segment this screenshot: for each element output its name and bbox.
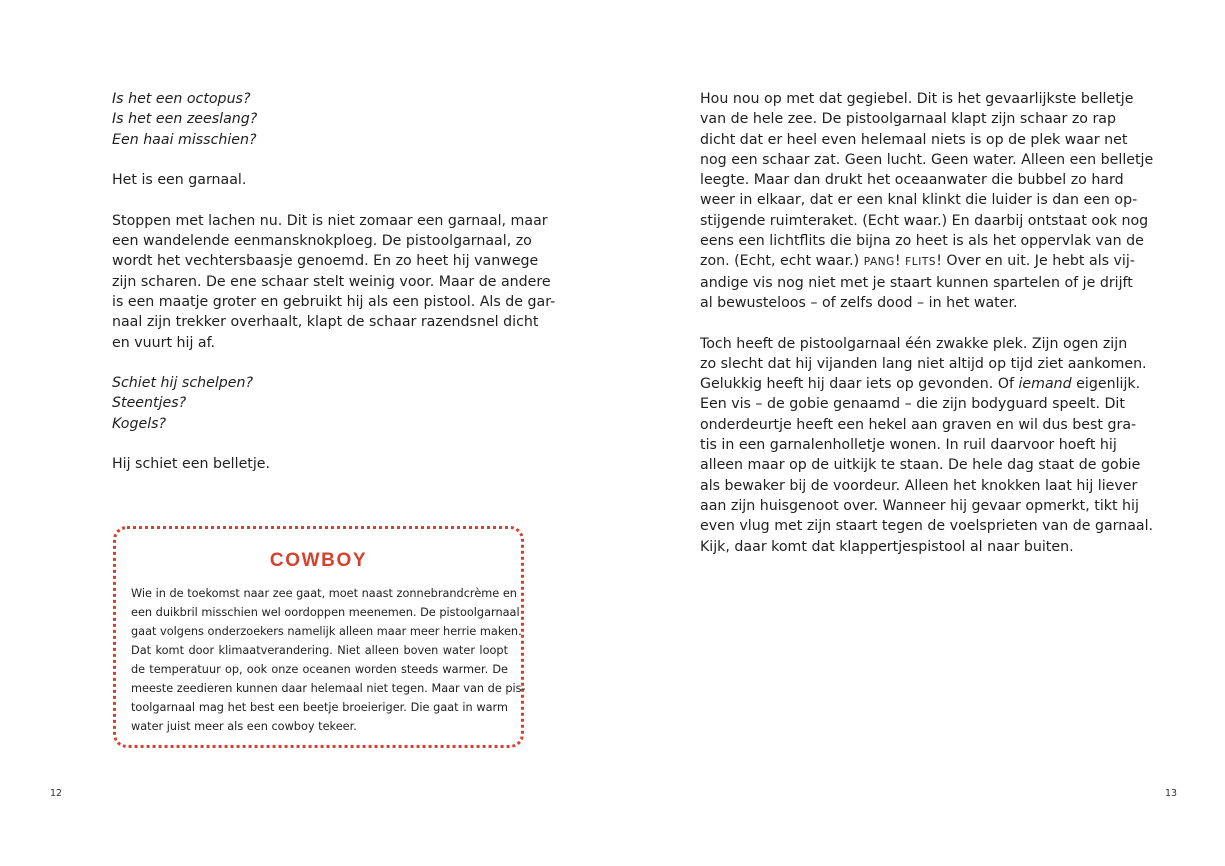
paragraph-line: Stoppen met lachen nu. Dit is niet zomaar een garnaal, maar xyxy=(112,212,548,229)
paragraph-line: een wandelende eenmansknokploeg. De pistoolgarnaal, zo xyxy=(112,233,532,250)
sidebar-line: Dat komt door klimaatverandering. Niet alleen boven water loopt xyxy=(131,644,508,657)
paragraph-line: als bewaker bij de voordeur. Alleen het knokken laat hij liever xyxy=(700,477,1138,494)
answer-line: Hij schiet een belletje. xyxy=(112,456,271,473)
sidebar-line: de temperatuur op, ook onze oceanen worden steeds warmer. De xyxy=(131,663,508,676)
paragraph-line: dicht dat er heel even helemaal niets is op de plek waar net xyxy=(700,131,1128,148)
small-caps-word: PANG xyxy=(863,256,895,269)
sidebar-line: meeste zeedieren kunnen daar helemaal niet tegen. Maar van de pis- xyxy=(131,682,526,695)
paragraph-line: en vuurt hij af. xyxy=(112,334,216,351)
paragraph-line: alleen maar op de uitkijk te staan. De hele dag staat de gobie xyxy=(700,457,1141,474)
page-number-left: 12 xyxy=(50,788,63,799)
small-caps-word: FLITS xyxy=(905,256,937,269)
paragraph-line: tis in een garnalenholletje wonen. In ruil daarvoor hoeft hij xyxy=(700,437,1117,454)
paragraph-line xyxy=(700,374,1141,394)
sidebar-line: toolgarnaal mag het best een beetje broeieriger. Die gaat in warm xyxy=(131,701,508,714)
paragraph-line: Toch heeft de pistoolgarnaal één zwakke plek. Zijn ogen zijn xyxy=(700,335,1128,352)
text-span: Gelukkig heeft hij daar iets op gevonden. Of xyxy=(700,376,1019,393)
paragraph-line: is een maatje groter en gebruikt hij als een pistool. Als de gar- xyxy=(112,293,556,310)
paragraph-line: stijgende ruimteraket. (Echt waar.) En daarbij ontstaat ook nog xyxy=(700,212,1149,229)
paragraph-line: Kijk, daar komt dat klappertjespistool al naar buiten. xyxy=(700,538,1074,555)
question-line: Is het een octopus? xyxy=(112,91,251,107)
paragraph-line: naal zijn trekker overhaalt, klapt de schaar razendsnel dicht xyxy=(112,314,539,331)
question-line: Een haai misschien? xyxy=(112,131,257,148)
right-page-text xyxy=(700,89,1154,557)
text-span: eigenlijk. xyxy=(1071,376,1141,393)
page-number-right: 13 xyxy=(1165,788,1178,799)
sidebar-line: gaat volgens onderzoekers namelijk alleen maar meer herrie maken. xyxy=(131,625,522,638)
text-span: zon. (Echt, echt waar.) xyxy=(700,253,864,270)
paragraph-line xyxy=(700,251,1135,272)
paragraph-line: aan zijn huisgenoot over. Wanneer hij gevaar opmerkt, tikt hij xyxy=(700,497,1139,514)
paragraph-line: even vlug met zijn staart tegen de voelsprieten van de garnaal. xyxy=(700,518,1154,535)
paragraph-line: andige vis nog niet met je staart kunnen spartelen of je drijft xyxy=(700,274,1133,291)
paragraph-line: weer in elkaar, dat er een knal klinkt die luider is dan een op- xyxy=(700,192,1138,209)
paragraph-line: Hou nou op met dat gegiebel. Dit is het gevaarlijkste belletje xyxy=(700,91,1134,107)
sidebar-text xyxy=(131,584,526,736)
question-line: Schiet hij schelpen? xyxy=(112,375,254,392)
question-line: Kogels? xyxy=(112,415,167,432)
paragraph-line: van de hele zee. De pistoolgarnaal klapt zijn schaar zo rap xyxy=(700,111,1116,128)
answer-line: Het is een garnaal. xyxy=(112,172,247,189)
sidebar-line: een duikbril misschien wel oordoppen meenemen. De pistoolgarnaal xyxy=(131,606,520,619)
emphasis-word: iemand xyxy=(1018,376,1072,393)
left-page-text xyxy=(112,89,556,475)
text-span: ! Over en uit. Je hebt als vij- xyxy=(936,253,1135,270)
paragraph-line: zijn scharen. De ene schaar stelt weinig voor. Maar de andere xyxy=(112,273,551,290)
sidebar-line: Wie in de toekomst naar zee gaat, moet naast zonnebrandcrème en xyxy=(131,587,517,600)
sidebar-line: water juist meer als een cowboy tekeer. xyxy=(131,720,357,733)
sidebar-title: COWBOY xyxy=(269,550,368,571)
paragraph-line: zo slecht dat hij vijanden lang niet altijd op tijd ziet aankomen. xyxy=(700,355,1147,372)
question-line: Steentjes? xyxy=(112,395,187,412)
question-line: Is het een zeeslang? xyxy=(112,111,258,128)
paragraph-line: nog een schaar zat. Geen lucht. Geen water. Alleen een belletje xyxy=(700,151,1154,168)
paragraph-line: onderdeurtje heeft een hekel aan graven en wil dus best gra- xyxy=(700,416,1137,433)
paragraph-line: al bewusteloos – of zelfs dood – in het water. xyxy=(700,294,1018,311)
cowboy-sidebar-box xyxy=(113,526,524,748)
paragraph-line: Een vis – de gobie genaamd – die zijn bodyguard speelt. Dit xyxy=(700,396,1125,413)
paragraph-line: eens een lichtflits die bijna zo heet is als het oppervlak van de xyxy=(700,233,1144,250)
paragraph-line: wordt het vechtersbaasje genoemd. En zo heet hij vanwege xyxy=(112,253,539,270)
text-span: ! xyxy=(894,253,906,270)
paragraph-line: leegte. Maar dan drukt het oceaanwater die bubbel zo hard xyxy=(700,172,1124,189)
